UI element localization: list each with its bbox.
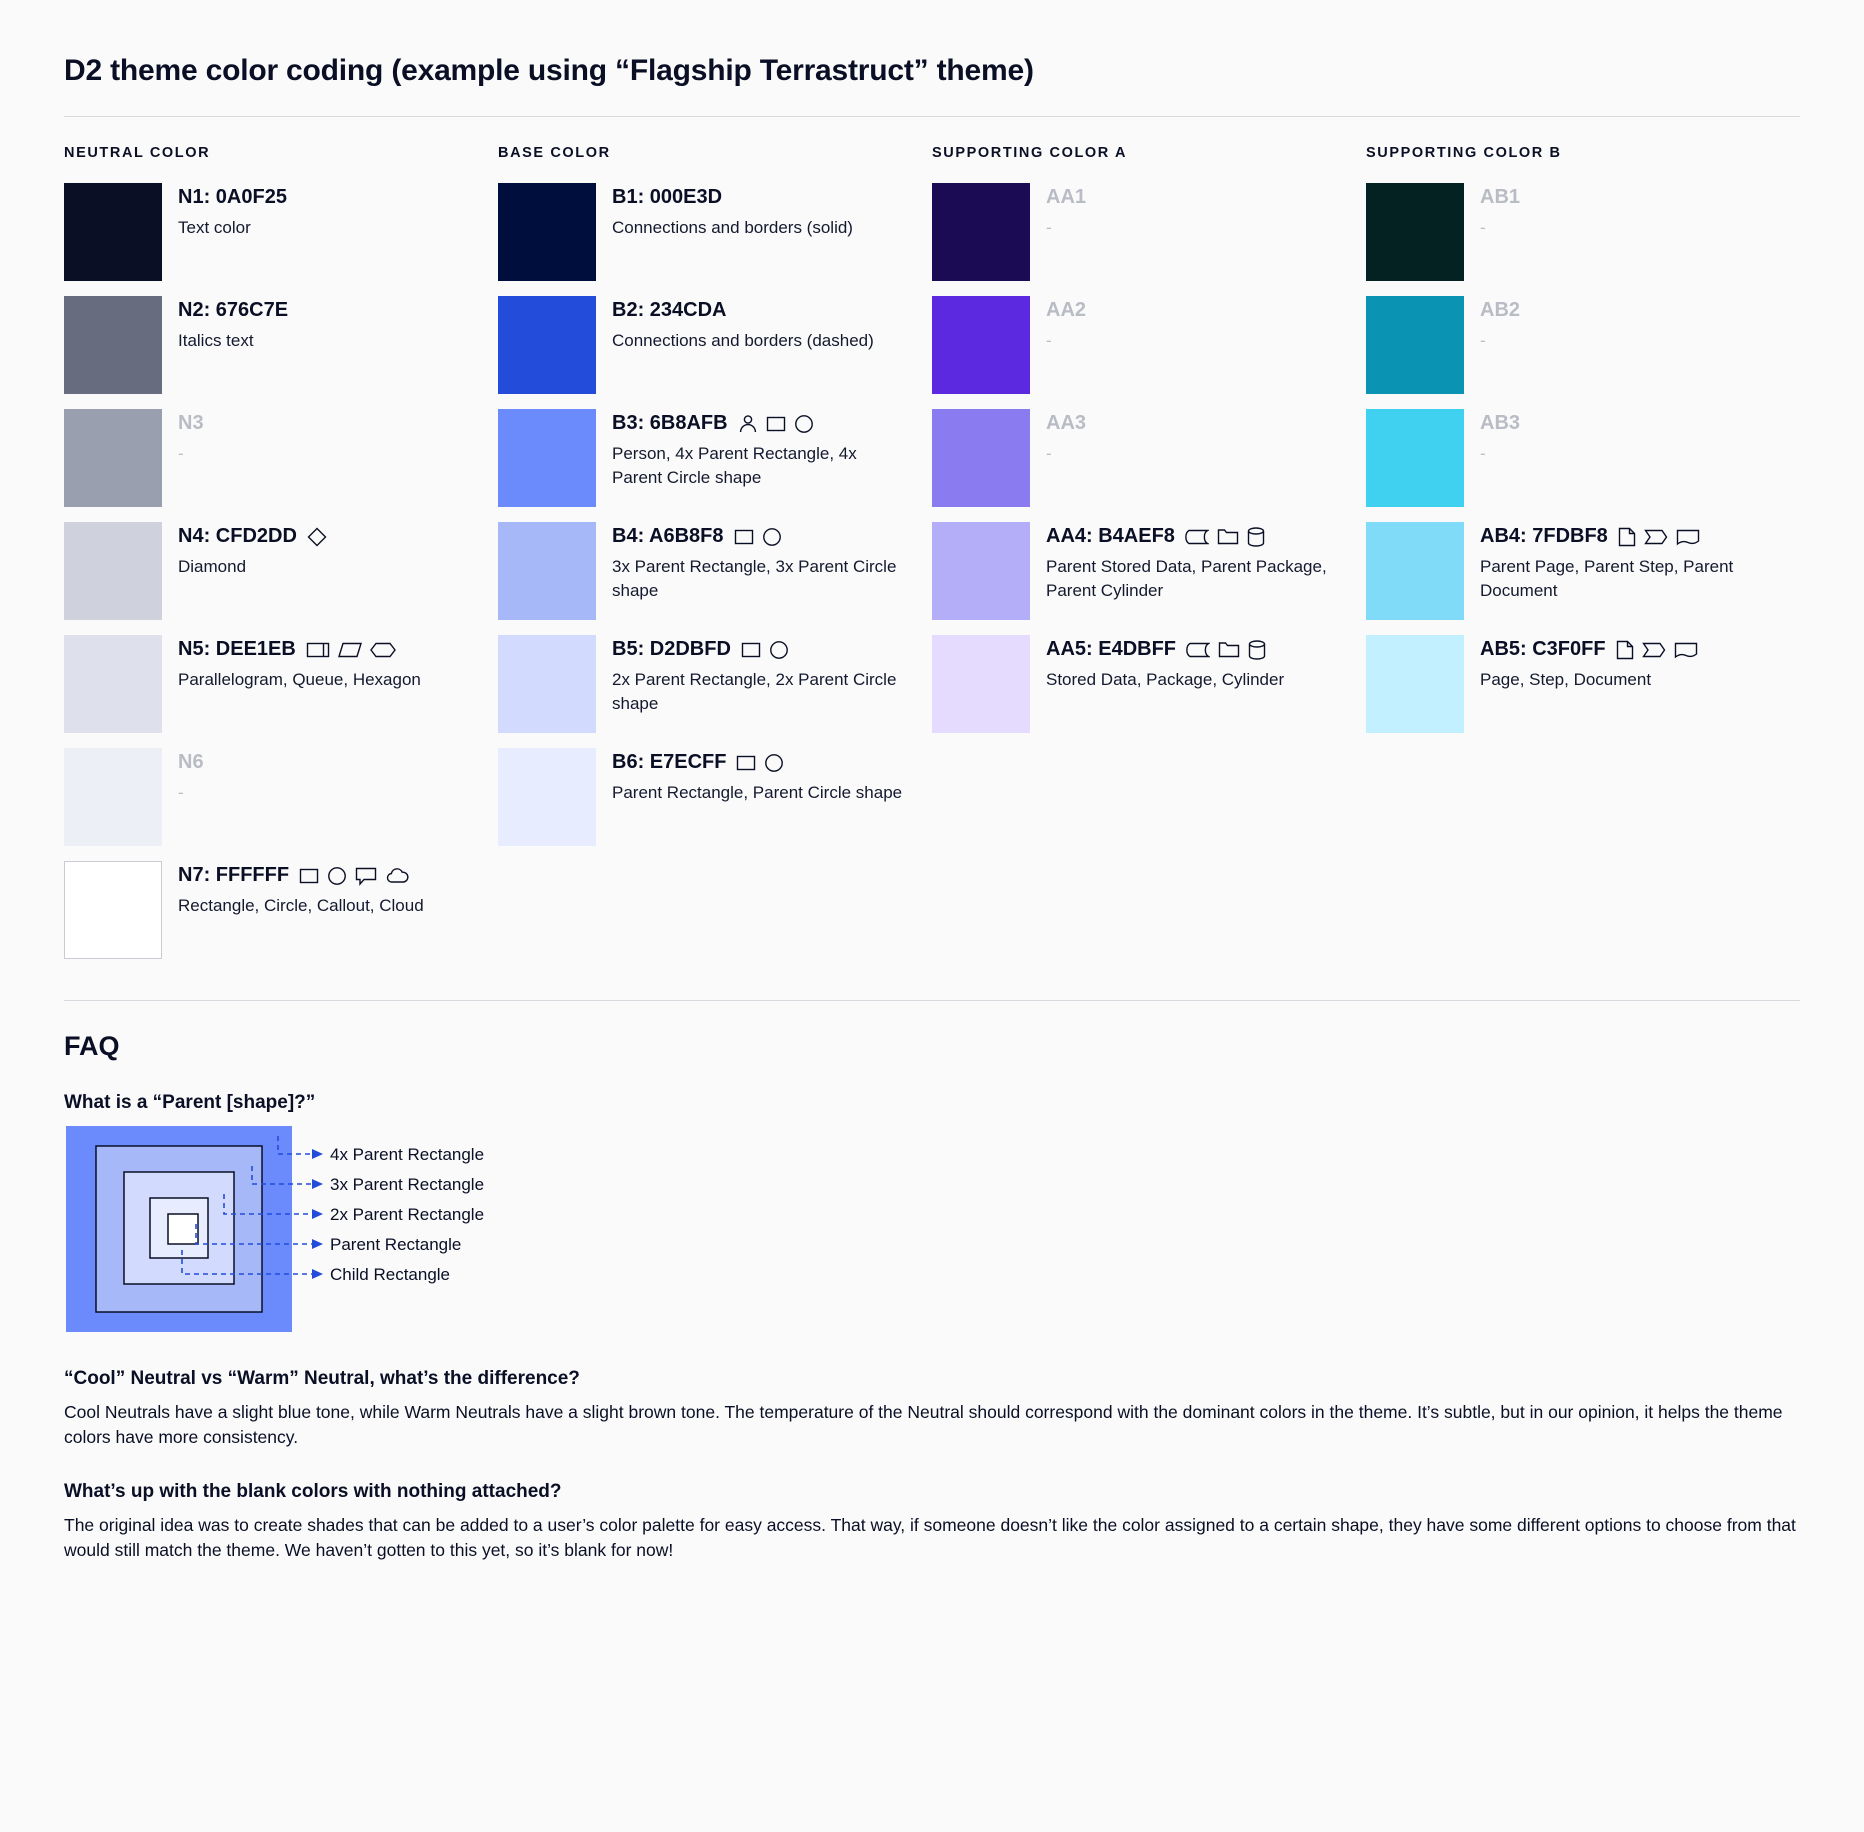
color-swatch-row: [932, 296, 1338, 394]
swatch-info: [1030, 522, 1338, 603]
swatch-description: 2x Parent Rectangle, 2x Parent Circle shape: [612, 670, 897, 713]
color-chip: [498, 296, 596, 394]
document-icon: [1676, 528, 1700, 546]
faq-question: What is a “Parent [shape]?”: [64, 1092, 316, 1113]
color-chip: [64, 183, 162, 281]
step-icon: [1644, 528, 1668, 546]
shape-glyphs: [1185, 527, 1265, 547]
shape-glyphs: [1618, 527, 1700, 547]
faq-question: “Cool” Neutral vs “Warm” Neutral, what’s the difference?: [64, 1368, 580, 1389]
nesting-diagram-svg: [64, 1124, 764, 1334]
swatch-description: Connections and borders (solid): [612, 218, 853, 237]
swatch-info: [1464, 409, 1520, 466]
swatch-info: [596, 748, 902, 805]
swatch-label: [612, 411, 904, 436]
circle-icon: [769, 640, 789, 660]
swatch-code: N5: DEE1EB: [178, 638, 296, 660]
faq-title: FAQ: [64, 1031, 120, 1061]
swatch-info: [596, 183, 853, 240]
swatch-label: [1480, 185, 1520, 210]
color-swatch-row: [1366, 635, 1772, 733]
document-icon: [1674, 641, 1698, 659]
swatch-label: [612, 185, 853, 210]
swatch-info: [162, 183, 287, 240]
swatch-description: Parent Stored Data, Parent Package, Parent Cylinder: [1046, 557, 1327, 600]
color-chip: [64, 635, 162, 733]
cloud-icon: [385, 867, 411, 885]
circle-icon: [327, 866, 347, 886]
swatch-info: [596, 296, 874, 353]
swatch-description: -: [178, 444, 184, 463]
color-swatch-row: [498, 522, 904, 620]
color-chip: [498, 635, 596, 733]
swatch-label: [178, 637, 421, 662]
color-swatch-row: [64, 183, 470, 281]
swatch-code: B1: 000E3D: [612, 186, 723, 208]
color-chip: [498, 409, 596, 507]
color-chip: [932, 522, 1030, 620]
swatch-label: [1480, 637, 1698, 662]
swatch-code: AB1: [1480, 186, 1521, 208]
swatch-label: [612, 524, 904, 549]
swatch-description: Stored Data, Package, Cylinder: [1046, 670, 1285, 689]
circle-icon: [794, 414, 814, 434]
shape-glyphs: [1186, 640, 1266, 660]
column-heading: SUPPORTING COLOR A: [932, 145, 1128, 161]
swatch-code: AA5: E4DBFF: [1046, 638, 1177, 660]
color-chip: [1366, 635, 1464, 733]
color-chip: [1366, 522, 1464, 620]
swatch-code: B3: 6B8AFB: [612, 412, 728, 434]
swatch-description: Diamond: [178, 557, 247, 576]
swatch-info: [1030, 296, 1086, 353]
column-heading: SUPPORTING COLOR B: [1366, 145, 1562, 161]
color-swatch-row: [932, 635, 1338, 733]
color-chip: [1366, 296, 1464, 394]
swatch-info: [1030, 409, 1086, 466]
shape-glyphs: [307, 527, 327, 547]
swatch-description: -: [1480, 218, 1486, 237]
swatch-code: B5: D2DBFD: [612, 638, 731, 660]
nesting-diagram: [64, 1124, 1800, 1334]
swatch-info: [162, 296, 288, 353]
swatch-label: [1046, 298, 1086, 323]
color-swatch-row: [1366, 183, 1772, 281]
swatch-info: [1464, 296, 1520, 353]
swatch-info: [162, 522, 327, 579]
shape-glyphs: [1616, 640, 1698, 660]
swatch-description: Connections and borders (dashed): [612, 331, 874, 350]
swatch-description: -: [1046, 218, 1052, 237]
swatch-label: [1480, 524, 1772, 549]
shape-glyphs: [741, 640, 789, 660]
swatch-code: AA1: [1046, 186, 1087, 208]
color-swatch-row: [1366, 409, 1772, 507]
swatch-description: -: [1046, 444, 1052, 463]
swatch-label: [612, 750, 902, 775]
swatch-description: Parallelogram, Queue, Hexagon: [178, 670, 421, 689]
color-swatch-row: [64, 861, 470, 959]
swatch-description: -: [1046, 331, 1052, 350]
swatch-info: [596, 522, 904, 603]
swatch-info: [162, 409, 204, 466]
color-chip: [1366, 183, 1464, 281]
cylinder-icon: [1248, 640, 1266, 660]
swatch-info: [596, 409, 904, 490]
swatch-description: Italics text: [178, 331, 254, 350]
swatch-code: AA3: [1046, 412, 1087, 434]
storeddata-icon: [1186, 641, 1210, 659]
page-icon: [1616, 640, 1634, 660]
color-swatch-row: [64, 409, 470, 507]
faq-item-cool-warm: [64, 1368, 1800, 1451]
swatch-label: [612, 637, 904, 662]
color-column: [932, 145, 1366, 974]
swatch-info: [1030, 635, 1284, 692]
swatch-code: N4: CFD2DD: [178, 525, 297, 547]
column-heading: NEUTRAL COLOR: [64, 145, 211, 161]
swatch-info: [162, 635, 421, 692]
shape-glyphs: [738, 414, 814, 434]
swatch-label: [178, 863, 424, 888]
swatch-info: [1464, 522, 1772, 603]
color-swatch-row: [498, 748, 904, 846]
nesting-label: 4x Parent Rectangle: [330, 1145, 485, 1164]
swatch-code: AA2: [1046, 299, 1087, 321]
color-column: [498, 145, 932, 974]
color-column: [1366, 145, 1800, 974]
queue-icon: [306, 641, 330, 659]
nesting-label: Child Rectangle: [330, 1265, 451, 1284]
color-swatch-row: [64, 748, 470, 846]
color-swatch-row: [932, 522, 1338, 620]
swatch-description: Text color: [178, 218, 251, 237]
swatch-info: [1464, 183, 1520, 240]
swatch-code: B6: E7ECFF: [612, 751, 727, 773]
color-swatch-row: [498, 635, 904, 733]
callout-icon: [355, 866, 377, 886]
swatch-label: [178, 750, 204, 775]
swatch-code: AB5: C3F0FF: [1480, 638, 1606, 660]
swatch-description: Rectangle, Circle, Callout, Cloud: [178, 896, 424, 915]
color-swatch-row: [932, 183, 1338, 281]
swatch-code: AA4: B4AEF8: [1046, 525, 1175, 547]
color-swatch-row: [64, 522, 470, 620]
nesting-label: 2x Parent Rectangle: [330, 1205, 485, 1224]
shape-glyphs: [734, 527, 782, 547]
faq-item-parent-shape: [64, 1092, 1800, 1334]
swatch-description: -: [1480, 444, 1486, 463]
swatch-code: AB3: [1480, 412, 1521, 434]
swatch-code: AB4: 7FDBF8: [1480, 525, 1608, 547]
shape-glyphs: [306, 641, 396, 659]
color-chip: [1366, 409, 1464, 507]
faq-question: What’s up with the blank colors with nothing attached?: [64, 1480, 562, 1502]
swatch-code: N6: [178, 751, 204, 773]
color-chip: [64, 748, 162, 846]
color-swatch-row: [1366, 522, 1772, 620]
circle-icon: [764, 753, 784, 773]
person-icon: [738, 414, 758, 434]
cylinder-icon: [1247, 527, 1265, 547]
swatch-description: Parent Page, Parent Step, Parent Document: [1480, 557, 1734, 600]
color-swatch-row: [498, 183, 904, 281]
color-chip: [498, 183, 596, 281]
package-icon: [1217, 528, 1239, 546]
swatch-info: [1464, 635, 1698, 692]
color-chip: [932, 635, 1030, 733]
color-chip: [932, 296, 1030, 394]
rectangle-icon: [741, 641, 761, 659]
swatch-info: [1030, 183, 1086, 240]
column-heading: BASE COLOR: [498, 145, 611, 161]
rectangle-icon: [734, 528, 754, 546]
swatch-label: [1046, 411, 1086, 436]
color-column: [64, 145, 498, 974]
swatch-info: [162, 748, 204, 805]
color-chip: [932, 409, 1030, 507]
shape-glyphs: [736, 753, 784, 773]
swatch-description: Parent Rectangle, Parent Circle shape: [612, 783, 903, 802]
faq-section: [64, 1031, 1800, 1564]
swatch-code: N1: 0A0F25: [178, 186, 287, 208]
title-divider: [64, 116, 1800, 117]
color-swatch-row: [64, 296, 470, 394]
swatch-label: [1046, 185, 1086, 210]
color-chip: [498, 748, 596, 846]
swatch-label: [1480, 298, 1520, 323]
swatch-code: N2: 676C7E: [178, 299, 289, 321]
diamond-icon: [307, 527, 327, 547]
swatch-description: -: [178, 783, 184, 802]
nesting-label: 3x Parent Rectangle: [330, 1175, 485, 1194]
color-swatch-row: [498, 296, 904, 394]
swatch-info: [162, 861, 424, 918]
color-swatch-row: [64, 635, 470, 733]
circle-icon: [762, 527, 782, 547]
swatch-code: B2: 234CDA: [612, 299, 727, 321]
swatch-description: 3x Parent Rectangle, 3x Parent Circle shape: [612, 557, 897, 600]
color-chip: [64, 296, 162, 394]
package-icon: [1218, 641, 1240, 659]
storeddata-icon: [1185, 528, 1209, 546]
swatch-code: AB2: [1480, 299, 1521, 321]
faq-divider: [64, 1000, 1800, 1001]
page-title: D2 theme color coding (example using “Flagship Terrastruct” theme): [64, 54, 1034, 87]
color-chip: [932, 183, 1030, 281]
parallelogram-icon: [338, 641, 362, 659]
swatch-label: [178, 185, 287, 210]
swatch-code: N3: [178, 412, 204, 434]
swatch-label: [178, 411, 204, 436]
swatch-description: -: [1480, 331, 1486, 350]
rectangle-icon: [766, 415, 786, 433]
swatch-label: [612, 298, 874, 323]
step-icon: [1642, 641, 1666, 659]
color-swatch-row: [1366, 296, 1772, 394]
faq-answer: Cool Neutrals have a slight blue tone, while Warm Neutrals have a slight brown tone. The temperature of the Neutral should correspond with the dominant colors in the theme. It’s subtle, but in our opinion, it helps the theme colors have more consistency.: [64, 1402, 1783, 1448]
faq-item-blank-colors: [64, 1481, 1800, 1564]
color-chip: [64, 522, 162, 620]
color-chip: [498, 522, 596, 620]
swatch-description: Page, Step, Document: [1480, 670, 1652, 689]
swatch-code: N7: FFFFFF: [178, 864, 290, 886]
color-swatch-row: [932, 409, 1338, 507]
swatch-info: [596, 635, 904, 716]
color-columns: [64, 145, 1800, 974]
swatch-label: [178, 524, 327, 549]
faq-answer: The original idea was to create shades that can be added to a user’s color palette for easy access. That way, if someone doesn’t like the color assigned to a certain shape, they have some different options to choose from that would still match the theme. We haven’t gotten to this yet, so it’s blank for now!: [64, 1514, 1796, 1561]
rectangle-icon: [736, 754, 756, 772]
swatch-label: [1046, 524, 1338, 549]
swatch-label: [178, 298, 288, 323]
rectangle-icon: [299, 867, 319, 885]
page-icon: [1618, 527, 1636, 547]
swatch-code: B4: A6B8F8: [612, 525, 724, 547]
swatch-label: [1046, 637, 1284, 662]
color-swatch-row: [498, 409, 904, 507]
shape-glyphs: [299, 866, 411, 886]
nesting-label: Parent Rectangle: [330, 1235, 462, 1254]
swatch-label: [1480, 411, 1520, 436]
color-chip: [64, 409, 162, 507]
swatch-description: Person, 4x Parent Rectangle, 4x Parent Circle shape: [612, 444, 857, 487]
hexagon-icon: [370, 641, 396, 659]
color-chip: [64, 861, 162, 959]
